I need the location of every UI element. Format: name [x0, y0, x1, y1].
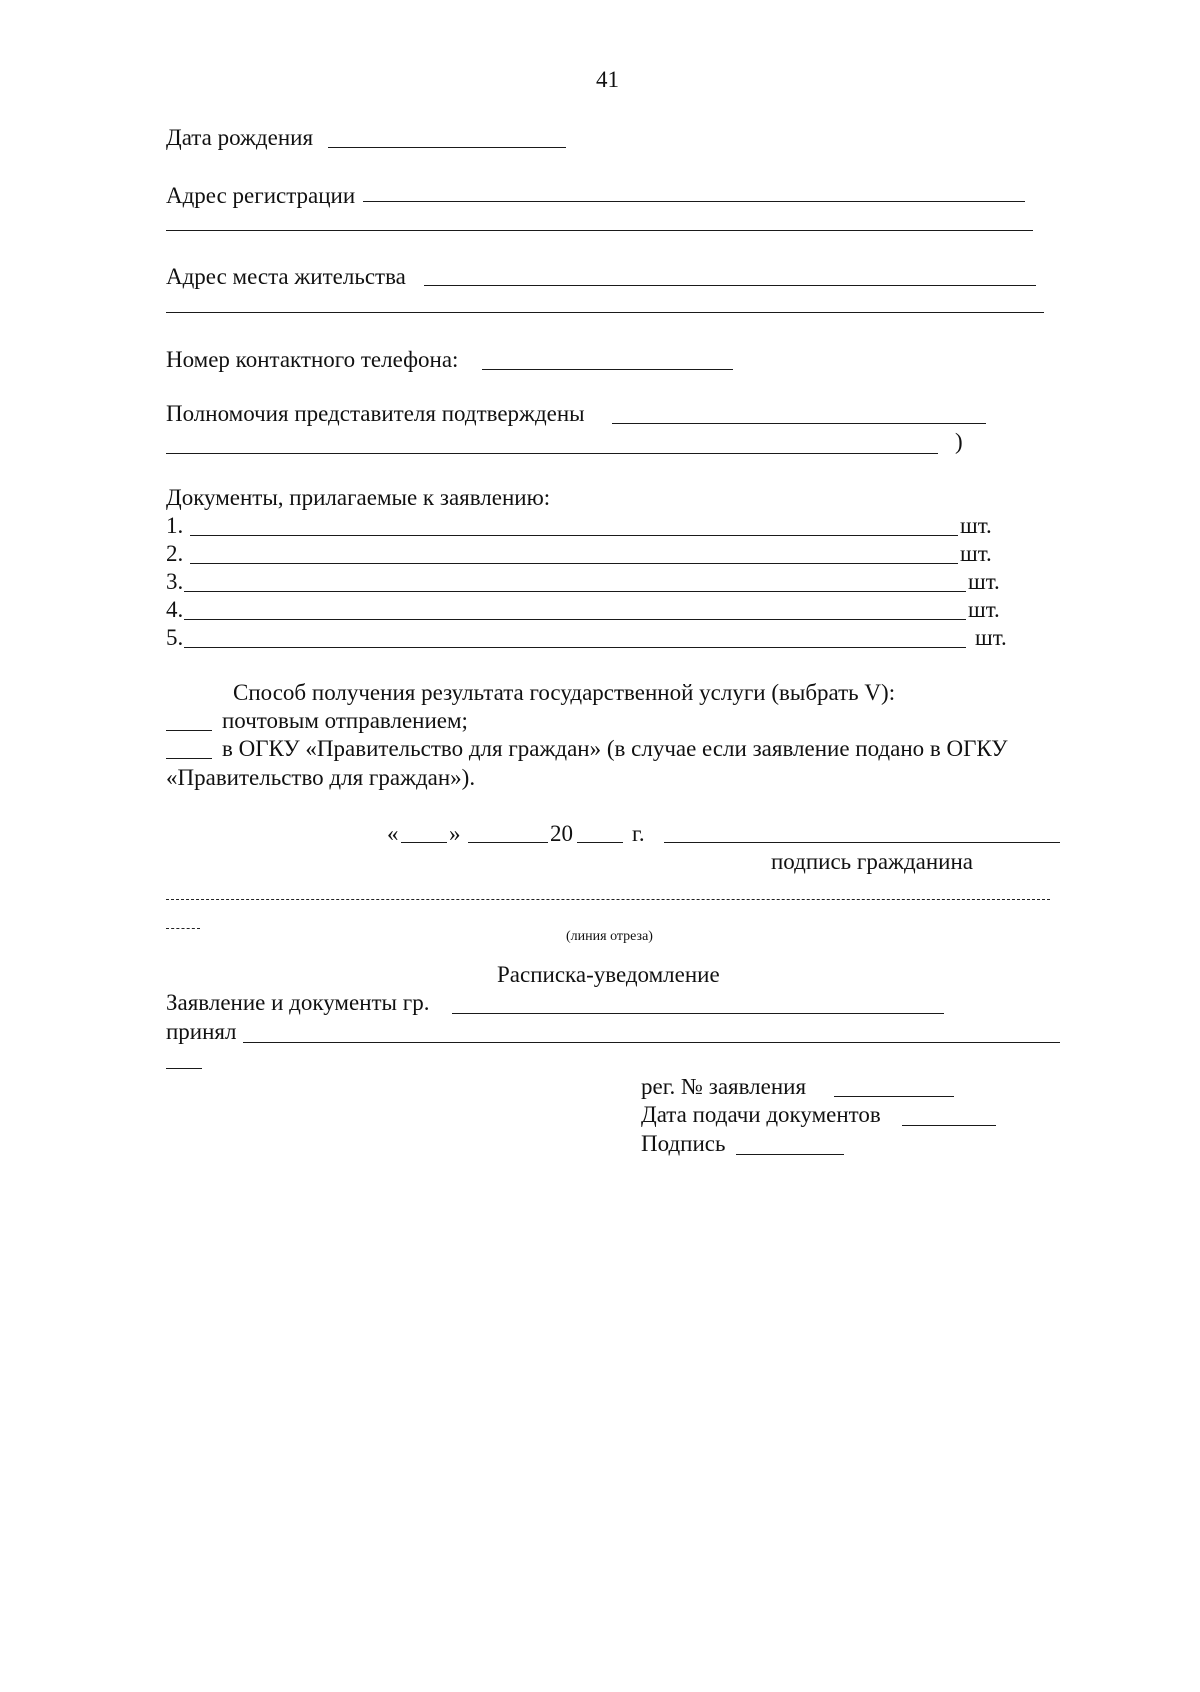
birth-date-label: Дата рождения — [166, 125, 314, 150]
receipt-signature-field[interactable] — [736, 1154, 844, 1155]
submission-date-field[interactable] — [902, 1125, 996, 1126]
date-year-field[interactable] — [577, 842, 623, 843]
cut-line-tail — [166, 928, 200, 929]
phone-field[interactable] — [482, 369, 733, 370]
accepted-label: принял — [166, 1019, 237, 1044]
authority-label: Полномочия представителя подтверждены — [166, 401, 585, 426]
receipt-signature-label: Подпись — [641, 1131, 726, 1156]
authority-field[interactable] — [612, 423, 986, 424]
delivery-title: Способ получения результата государственной услуги (выбрать V): — [233, 680, 896, 705]
document-item-field[interactable] — [190, 535, 958, 536]
receipt-title: Расписка-уведомление — [497, 962, 720, 987]
document-item-number: 2. — [166, 541, 184, 566]
center-option-checkbox[interactable] — [166, 758, 212, 759]
cut-line-label: (линия отреза) — [566, 929, 653, 944]
accepted-field-line2[interactable] — [166, 1068, 202, 1069]
registration-address-field[interactable] — [363, 201, 1025, 202]
phone-label: Номер контактного телефона: — [166, 347, 459, 372]
document-item-number: 1. — [166, 513, 184, 538]
documents-from-label: Заявление и документы гр. — [166, 990, 430, 1015]
date-open-quote: « — [387, 821, 399, 846]
accepted-field[interactable] — [243, 1042, 1060, 1043]
authority-field-line2[interactable] — [166, 453, 938, 454]
submission-date-label: Дата подачи документов — [641, 1102, 881, 1127]
page-number: 41 — [596, 67, 619, 92]
document-item-number: 5. — [166, 625, 184, 650]
date-year-suffix: г. — [632, 821, 645, 846]
document-item-unit: шт. — [960, 513, 992, 538]
document-item-field[interactable] — [184, 619, 966, 620]
residence-address-field[interactable] — [424, 285, 1036, 286]
document-item-unit: шт. — [975, 625, 1007, 650]
center-option-label-cont: «Правительство для граждан»). — [166, 765, 476, 790]
registration-address-label: Адрес регистрации — [166, 183, 356, 208]
document-item-number: 4. — [166, 597, 184, 622]
document-item-number: 3. — [166, 569, 184, 594]
birth-date-field[interactable] — [328, 147, 566, 148]
documents-from-field[interactable] — [452, 1013, 944, 1014]
document-item-unit: шт. — [968, 597, 1000, 622]
document-item-field[interactable] — [184, 647, 966, 648]
post-option-checkbox[interactable] — [166, 730, 212, 731]
signature-caption: подпись гражданина — [771, 849, 973, 874]
reg-number-field[interactable] — [834, 1096, 954, 1097]
citizen-signature-field[interactable] — [664, 842, 1060, 843]
authority-close-paren: ) — [955, 429, 963, 454]
center-option-label: в ОГКУ «Правительство для граждан» (в случае если заявление подано в ОГКУ — [222, 736, 1008, 761]
documents-title: Документы, прилагаемые к заявлению: — [166, 485, 551, 510]
date-month-field[interactable] — [468, 842, 548, 843]
date-day-field[interactable] — [401, 842, 447, 843]
residence-address-label: Адрес места жительства — [166, 264, 406, 289]
document-item-field[interactable] — [190, 563, 958, 564]
cut-line — [166, 899, 1050, 900]
document-item-field[interactable] — [184, 591, 966, 592]
registration-address-field-line2[interactable] — [166, 230, 1033, 231]
post-option-label: почтовым отправлением; — [222, 708, 468, 733]
document-item-unit: шт. — [968, 569, 1000, 594]
date-year-prefix: 20 — [550, 821, 573, 846]
date-close-quote: » — [449, 821, 461, 846]
reg-number-label: рег. № заявления — [641, 1074, 807, 1099]
document-item-unit: шт. — [960, 541, 992, 566]
residence-address-field-line2[interactable] — [166, 312, 1044, 313]
